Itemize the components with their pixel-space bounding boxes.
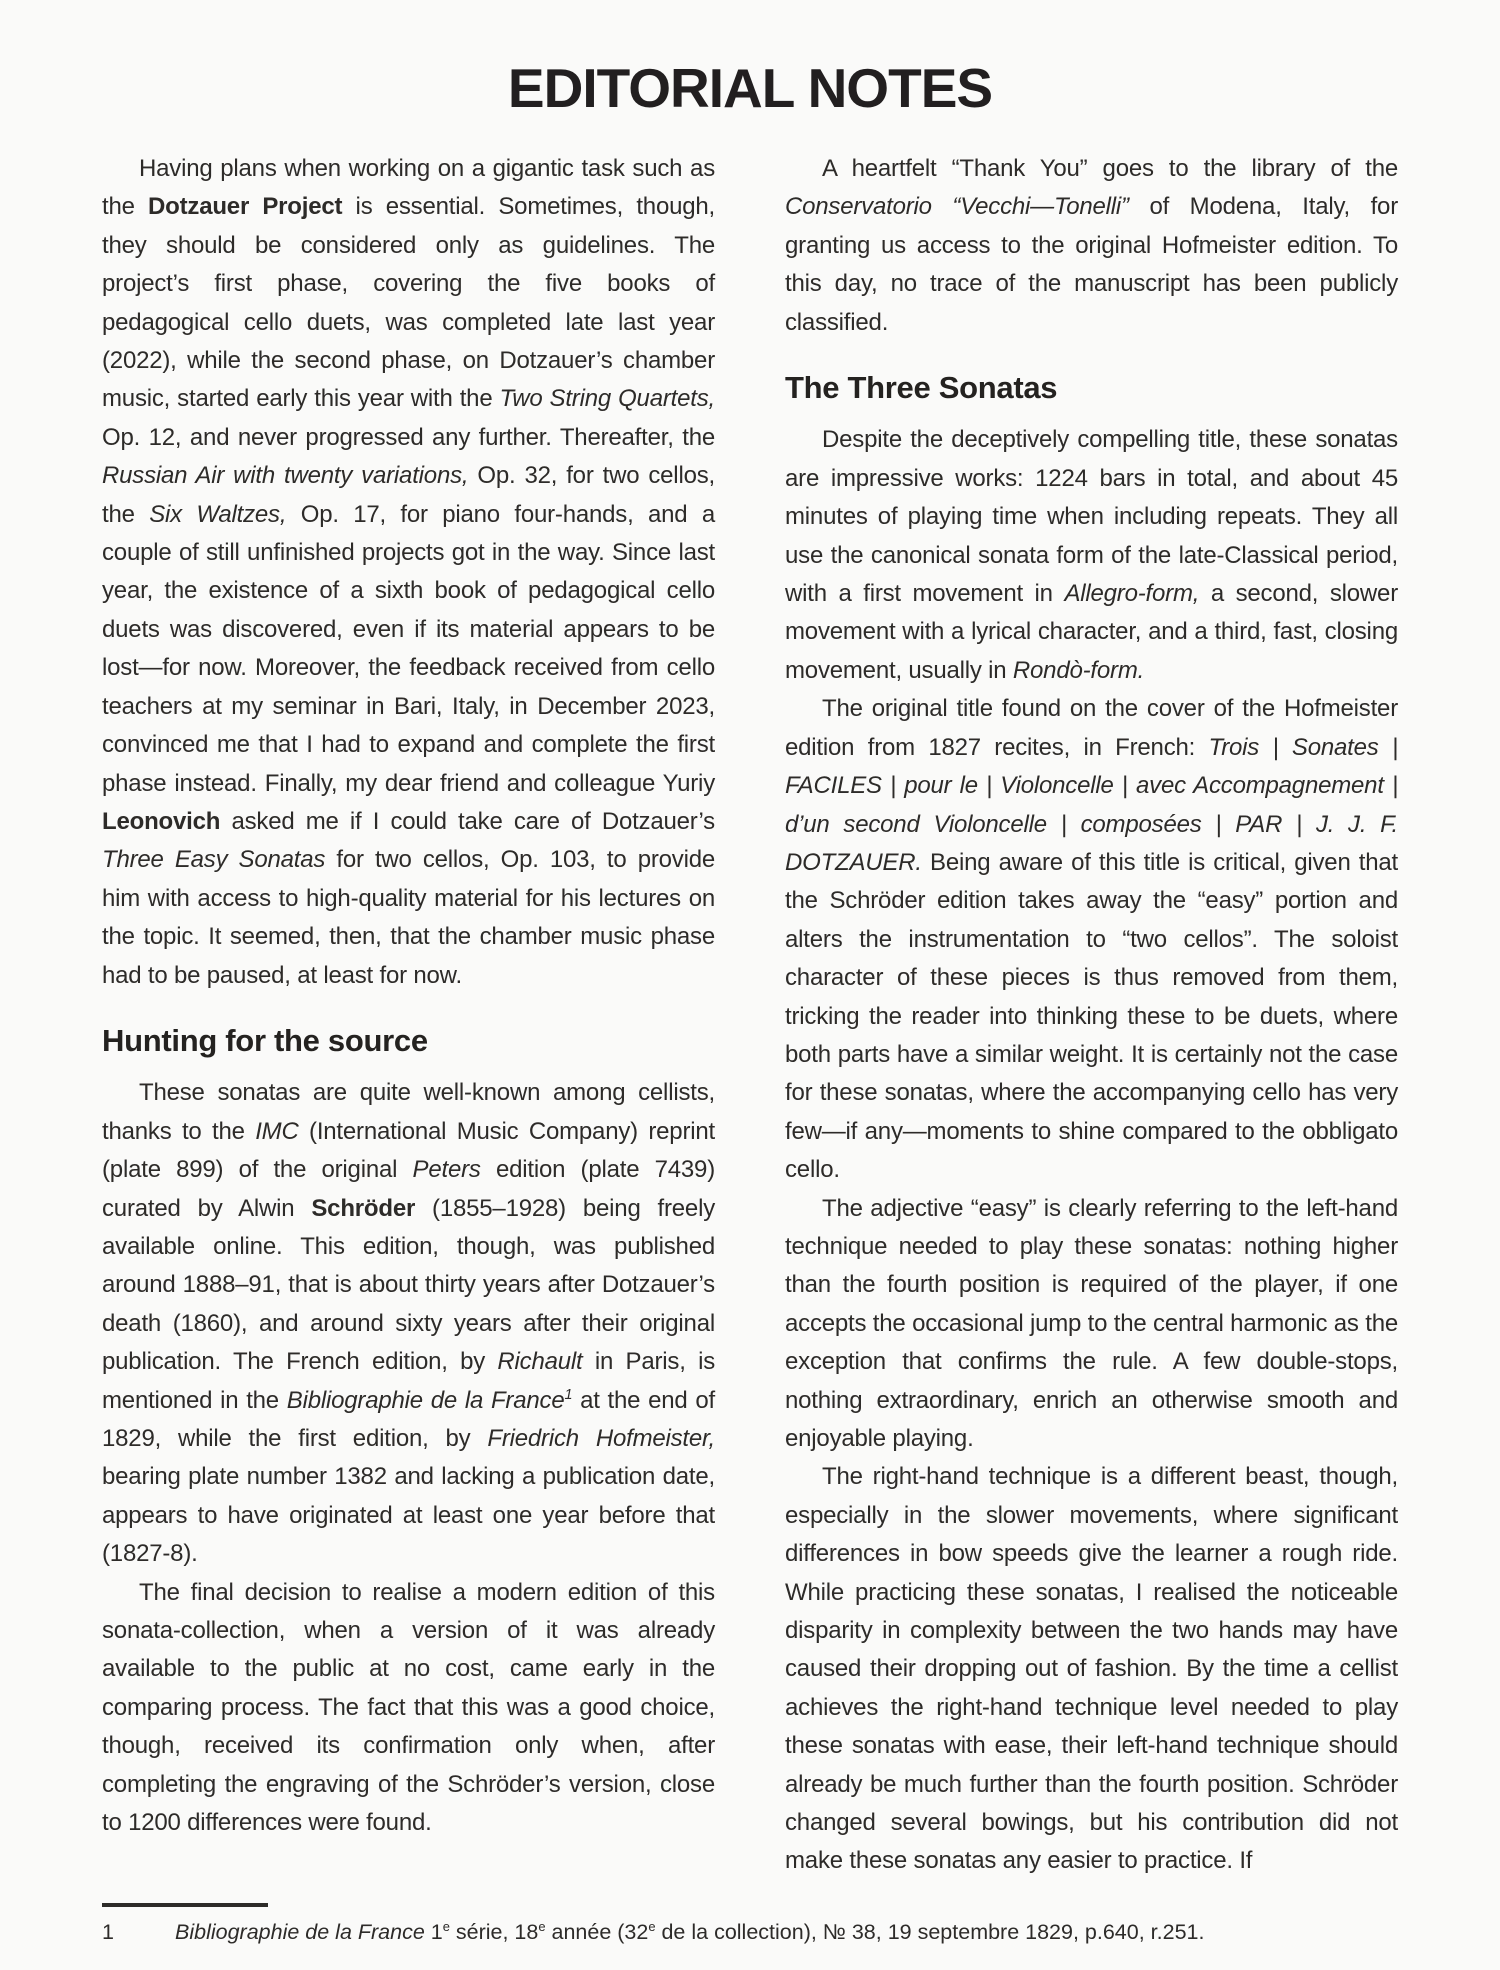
paragraph	[102, 1074, 715, 1573]
footnote-reference: e	[442, 1918, 450, 1934]
footnote-separator-rule	[102, 1903, 268, 1907]
text-run: Six Waltzes,	[149, 500, 287, 528]
text-run: année (32	[545, 1920, 649, 1944]
text-run: Russian Air with twenty variations,	[102, 462, 469, 490]
text-run: Despite the deceptively compelling title, these sonatas are impressive works: 1224 bars in total, and about 45 minutes of playing time when including repeats. They all use the canonical sonata form of the late-Classical period, with a first movement in	[785, 426, 1398, 608]
text-run: The final decision to realise a modern edition of this sonata-collection, when a version of it was already available to the public at no cost, came early in the comparing process. The fact that this was a good choice, though, received its confirmation only when, after completing the engraving of the Schröder’s version, close to 1200 differences were found.	[102, 1578, 715, 1837]
text-run: Peters	[412, 1156, 481, 1184]
text-run: bearing plate number 1382 and lacking a publication date, appears to have originated at least one year before that (1827-8).	[102, 1463, 715, 1568]
text-run: Schröder	[311, 1194, 416, 1222]
paragraph	[102, 150, 715, 995]
text-run: Conservatorio “Vecchi—Tonelli”	[785, 193, 1129, 221]
text-run: de la collection), № 38, 19 septembre 1829, p.640, r.251.	[655, 1920, 1205, 1944]
text-run: The right-hand technique is a different beast, though, especially in the slower movements, where significant differences in bow speeds give the learner a rough ride. While practicing these sonatas, I realised the noticeable disparity in complexity between the two hands may have caused their dropping out of fashion. By the time a cellist achieves the right-hand technique level needed to play these sonatas with ease, their left-hand technique should already be much further than the fourth position. Schröder changed several bowings, but his contribution did not make these sonatas any easier to practice. If	[785, 1463, 1398, 1875]
text-run: 1	[424, 1920, 443, 1944]
text-run: edition (plate 7439) curated by Alwin	[102, 1156, 715, 1222]
text-run: Friedrich Hofmeister,	[487, 1425, 715, 1452]
text-run: at the end of 1829, while the first edition, by	[102, 1386, 715, 1452]
text-run: IMC	[255, 1117, 299, 1145]
footnote-reference: 1	[564, 1386, 573, 1403]
section-heading: Hunting for the source	[102, 1022, 428, 1058]
text-run: Op. 32, for two cellos, the	[102, 462, 715, 528]
footnote-area	[102, 1903, 1398, 1946]
section-heading: The Three Sonatas	[785, 370, 1058, 406]
paragraph	[102, 1574, 715, 1843]
text-run: (International Music Company) reprint (plate 899) of the original	[102, 1117, 715, 1184]
text-run: Dotzauer Project	[148, 193, 343, 221]
paragraph	[785, 1190, 1398, 1459]
footnote	[102, 1919, 1398, 1946]
text-run: Op. 12, and never progressed any further. Thereafter, the	[102, 423, 715, 451]
paragraph	[785, 150, 1398, 342]
text-run: The original title found on the cover of the Hofmeister edition from 1827 recites, in French:	[785, 695, 1398, 761]
text-run: Three Easy Sonatas	[102, 846, 326, 874]
text-run: is essential. Sometimes, though, they should be considered only as guidelines. The project’s first phase, covering the five books of pedagogical cello duets, was completed late last year (2022), while the second phase, on Dotzauer’s chamber music, started early this year with the	[102, 193, 715, 413]
text-run: asked me if I could take care of Dotzauer’s	[220, 807, 715, 835]
footnote-marker: 1	[102, 1920, 114, 1944]
text-run: for two cellos, Op. 103, to provide him with access to high-quality material for his lectures on the topic. It seemed, then, that the chamber music phase had to be paused, at least for now.	[102, 846, 716, 989]
text-run: Richault	[497, 1348, 583, 1376]
text-run: Bibliographie de la France	[175, 1920, 425, 1944]
right-column	[785, 150, 1398, 1881]
text-run: Bibliographie de la France	[286, 1386, 565, 1414]
paragraph	[785, 421, 1398, 690]
left-column	[102, 150, 715, 1881]
paragraph	[785, 1458, 1398, 1880]
text-run: Allegro-form,	[1064, 580, 1200, 608]
text-run: The adjective “easy” is clearly referring to the left-hand technique needed to play these sonatas: nothing higher than the fourth position is required of the player, if one accepts the occasional jump to the central harmonic as the exception that confirms the rule. A few double-stops, nothing extraordinary, enrich an otherwise smooth and enjoyable playing.	[785, 1194, 1398, 1452]
two-column-layout	[102, 150, 1398, 1881]
text-run: Having plans when working on a gigantic task such as the	[102, 155, 715, 221]
footnote-reference: e	[648, 1918, 656, 1934]
paragraph	[785, 690, 1398, 1189]
text-run: Being aware of this title is critical, given that the Schröder edition takes away the “easy” portion and alters the instrumentation to “two cellos”. The soloist character of these pieces is thus removed from them, tricking the reader into thinking these to be duets, where both parts have a similar weight. It is certainly not the case for these sonatas, where the accompanying cello has very few—if any—moments to shine compared to the obbligato cello.	[785, 848, 1398, 1184]
text-run: série, 18	[449, 1920, 539, 1944]
text-run: A heartfelt “Thank You” goes to the library of the	[822, 155, 1398, 182]
text-run: in Paris, is mentioned in the	[102, 1348, 715, 1414]
text-run: Trois | Sonates | FACILES | pour le | Violoncelle | avec Accompagnement | d’un second Violoncelle | composées | PAR | J. J. F. DOTZAUER.	[785, 733, 1398, 876]
text-run: Rondò-form.	[1012, 656, 1145, 684]
text-run: of Modena, Italy, for granting us access to the original Hofmeister edition. To this day, no trace of the manuscript has been publicly classified.	[785, 193, 1398, 336]
text-run: Op. 17, for piano four-hands, and a couple of still unfinished projects got in the way. Since last year, the existence of a sixth book of pedagogical cello duets was discovered, even if its material appears to be lost—for now. Moreover, the feedback received from cello teachers at my seminar in Bari, Italy, in December 2023, convinced me that I had to expand and complete the first phase instead. Finally, my dear friend and colleague Yuriy	[102, 500, 715, 797]
text-run: Two String Quartets,	[499, 385, 715, 413]
text-run: These sonatas are quite well-known among cellists, thanks to the	[102, 1079, 715, 1145]
footnote-reference: e	[538, 1918, 546, 1934]
page-title: EDITORIAL NOTES	[507, 57, 993, 119]
text-run: a second, slower movement with a lyrical character, and a third, fast, closing movement, usually in	[785, 580, 1398, 684]
text-run: Leonovich	[102, 807, 221, 835]
footnote-text	[175, 1919, 1398, 1946]
text-run: (1855–1928) being freely available online. This edition, though, was published around 1888–91, that is about thirty years after Dotzauer’s death (1860), and around sixty years after their original publication. The French edition, by	[102, 1194, 716, 1376]
